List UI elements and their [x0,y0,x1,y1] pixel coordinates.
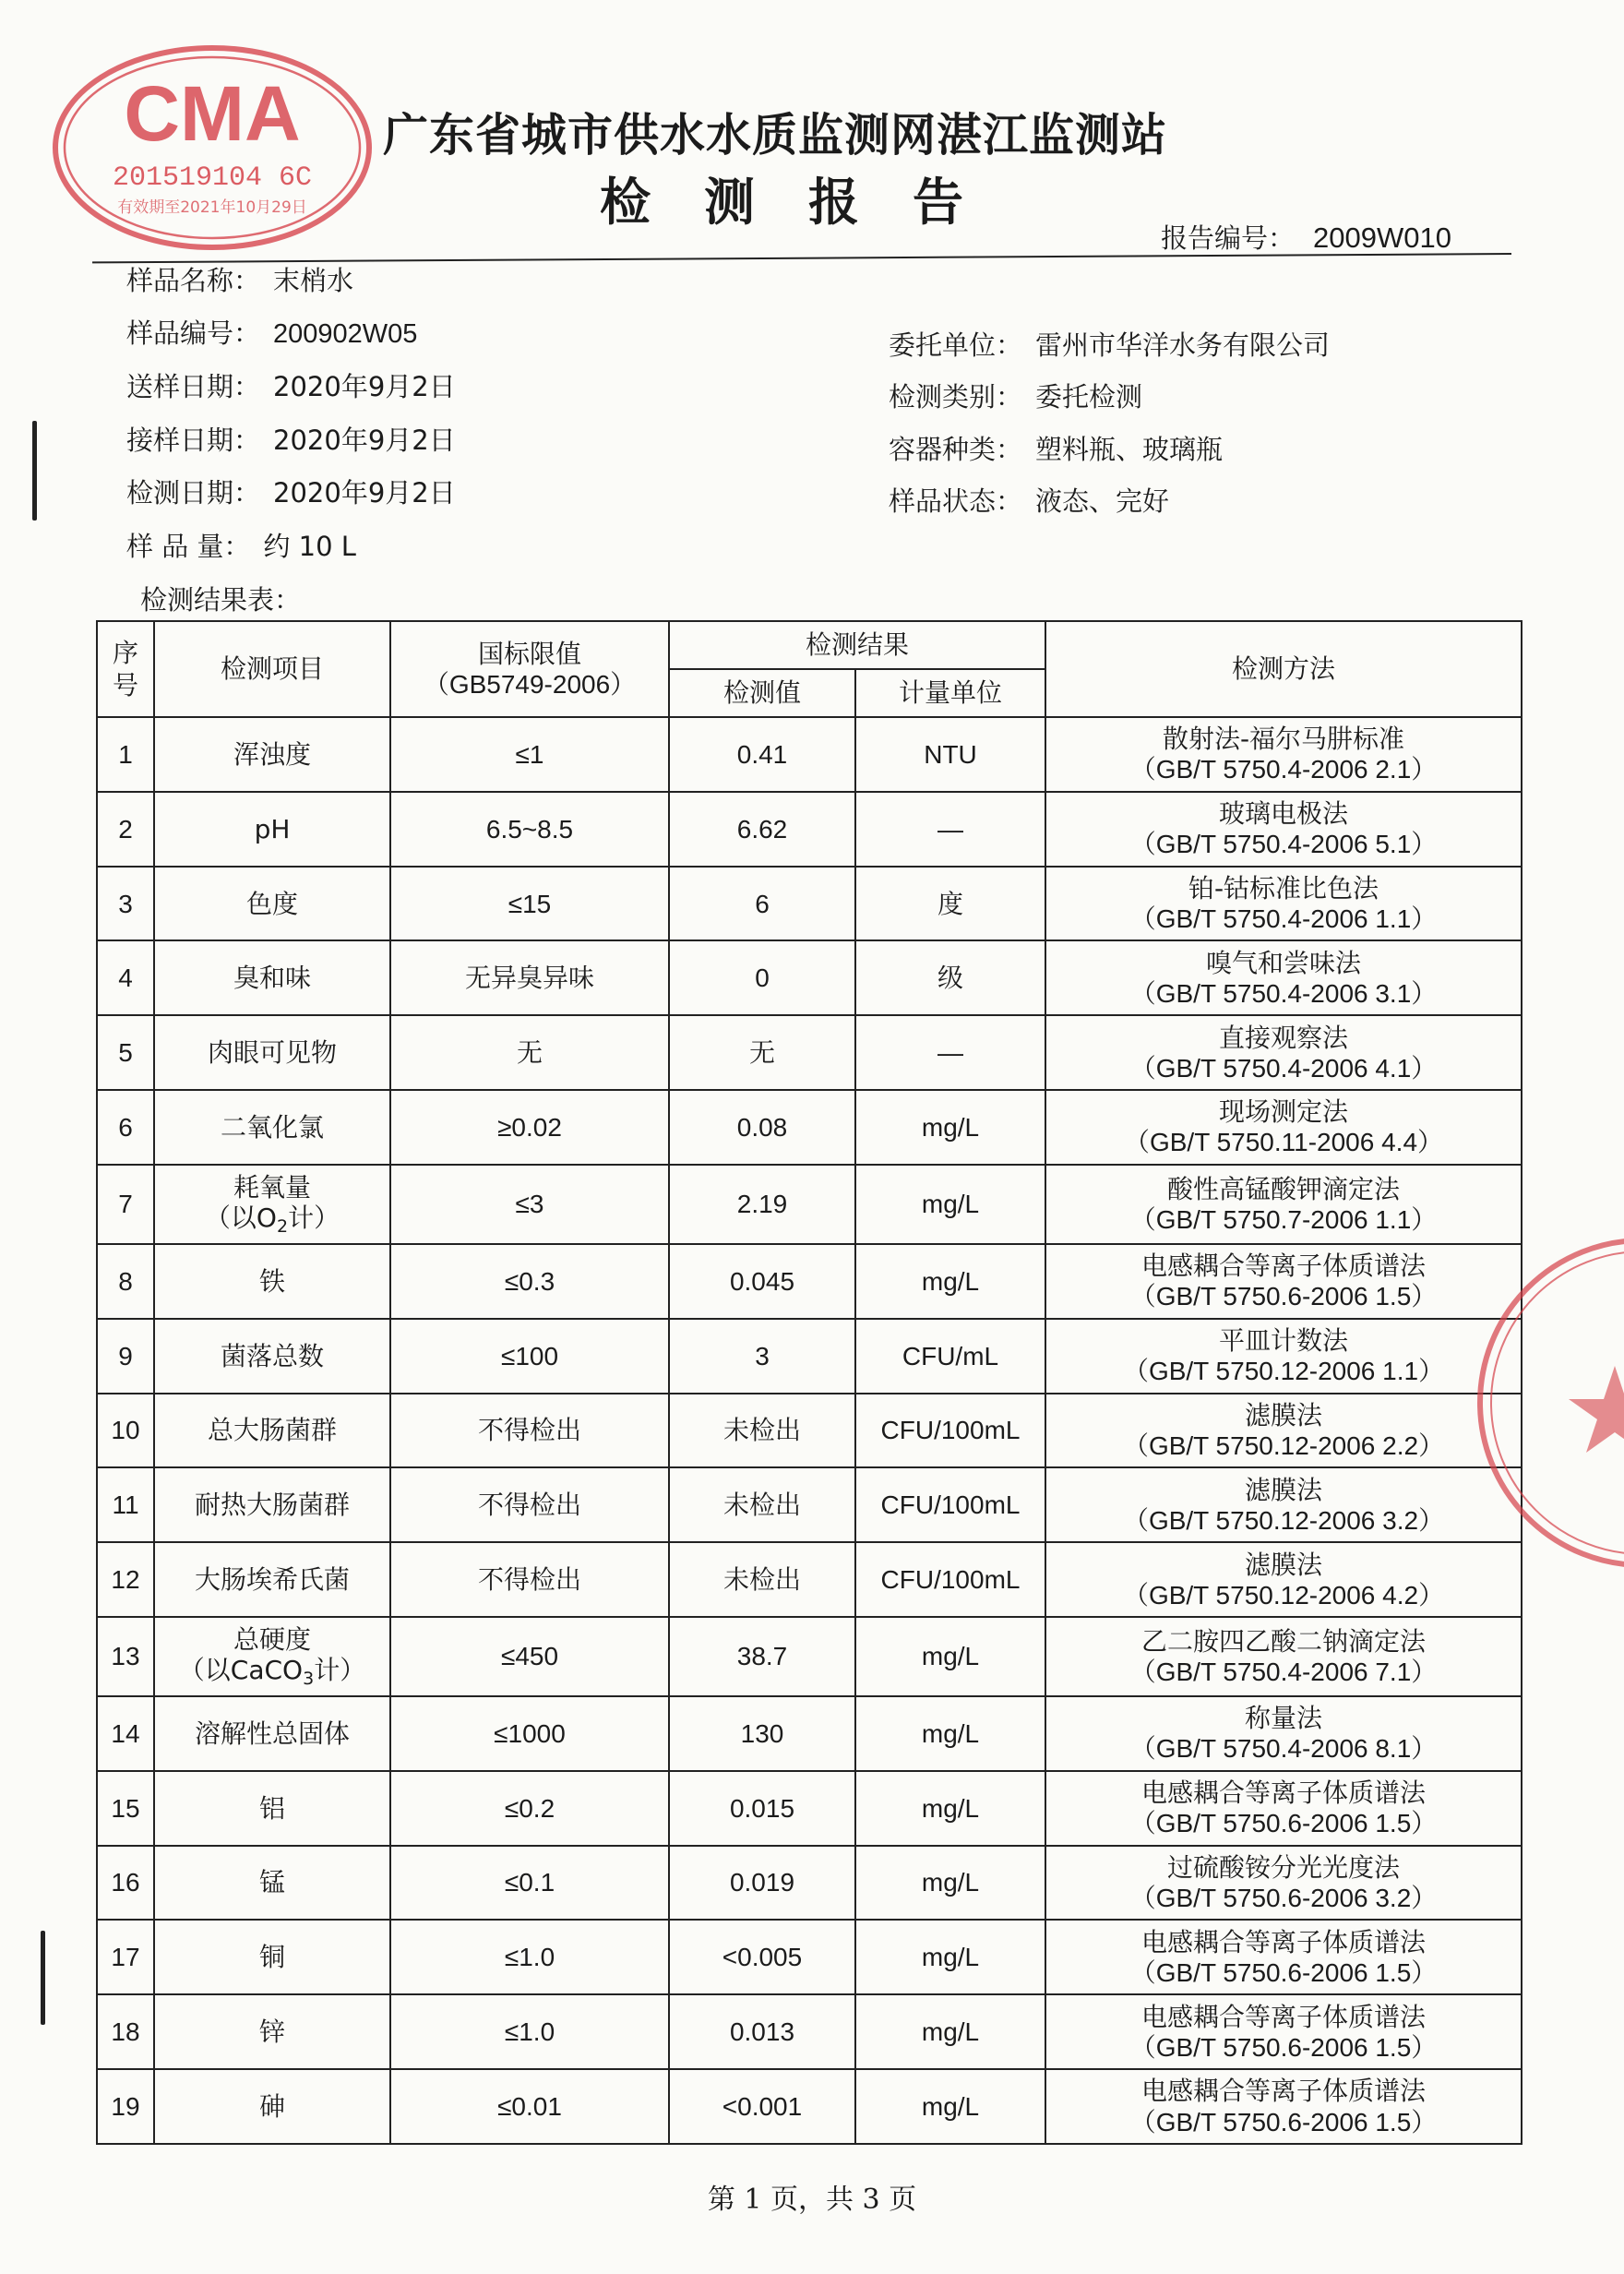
method-name: 滤膜法 [1245,1399,1323,1430]
cell-item [154,1394,390,1468]
field-value: 200902W05 [273,319,418,349]
binding-mark [41,1931,45,2025]
cell-value: 0.045 [669,1244,855,1319]
cell-item [154,1994,390,2069]
method-name: 电感耦合等离子体质谱法 [1141,1926,1427,1957]
field-value: 委托检测 [1035,381,1143,413]
header-unit: 计量单位 [855,669,1045,717]
cell-unit: CFU/100mL [855,1394,1045,1468]
table-row [97,1994,1522,2069]
method-name: 滤膜法 [1245,1474,1323,1505]
method-standard: （GB/T 5750.11-2006 4.4） [1123,1128,1444,1157]
cell-item [154,1165,390,1244]
cell-method [1045,867,1522,941]
cell-item [154,1846,390,1921]
table-row [97,1244,1522,1319]
header-result-group: 检测结果 [669,621,1045,669]
method-standard: （GB/T 5750.4-2006 1.1） [1129,904,1438,934]
cell-item [154,1542,390,1617]
cell-value: 6.62 [669,792,855,867]
field-client [889,325,1330,363]
field-label: 委托单位： [889,329,1023,361]
field-value: 2020年9月2日 [273,477,456,509]
cell-limit: 无 [390,1015,669,1090]
table-row [97,867,1522,941]
cell-method [1045,717,1522,792]
method-name: 电感耦合等离子体质谱法 [1141,1251,1427,1282]
cell-value: 2.19 [669,1165,855,1244]
cell-seq: 16 [97,1846,154,1921]
cma-code: 201519104 6C [112,162,313,194]
cell-unit: — [855,792,1045,867]
cell-method [1045,1617,1522,1696]
cell-unit: CFU/100mL [855,1542,1045,1617]
results-table-header [97,621,1522,717]
cell-unit: mg/L [855,1846,1045,1921]
cell-seq: 13 [97,1617,154,1696]
item-name: 总大肠菌群 [207,1415,337,1446]
item-name: pH [254,813,291,844]
cell-unit: mg/L [855,1090,1045,1165]
method-standard: （GB/T 5750.4-2006 7.1） [1129,1657,1438,1686]
cell-method [1045,1994,1522,2069]
item-name: 大肠埃希氏菌 [194,1564,350,1596]
report-title: 广东省城市供水水质监测网湛江监测站 [383,108,1168,162]
results-table-label: 检测结果表： [140,584,302,616]
results-table [96,620,1522,2145]
cell-value: 0.015 [669,1771,855,1846]
item-name: 铜 [258,1942,285,1973]
cell-seq: 4 [97,940,154,1015]
item-name: 色度 [245,888,298,919]
item-name: 锰 [258,1867,285,1898]
field-value: 液态、完好 [1035,485,1170,517]
cell-seq: 2 [97,792,154,867]
cell-seq: 3 [97,867,154,941]
method-standard: （GB/T 5750.6-2006 1.5） [1129,2032,1438,2062]
item-name: 臭和味 [233,963,311,994]
table-row [97,1394,1522,1468]
item-note-text: （以CaCO [178,1654,304,1685]
cell-method [1045,2069,1522,2144]
cell-limit: ≤1000 [390,1696,669,1771]
cell-limit: ≤100 [390,1319,669,1394]
table-row [97,1846,1522,1921]
table-row [97,940,1522,1015]
cell-method [1045,1696,1522,1771]
method-standard: （GB/T 5750.4-2006 3.1） [1129,978,1438,1008]
cell-seq: 14 [97,1696,154,1771]
header-seq: 序号 [97,621,154,717]
field-receipt-date [126,420,456,458]
item-name: 铝 [258,1792,285,1824]
cell-limit: ≤1 [390,717,669,792]
item-name: 砷 [258,2091,285,2122]
cell-seq: 10 [97,1394,154,1468]
cell-seq: 8 [97,1244,154,1319]
cell-item [154,1771,390,1846]
cell-unit: mg/L [855,1771,1045,1846]
field-value: 塑料瓶、玻璃瓶 [1035,434,1224,465]
cell-unit: 度 [855,867,1045,941]
cell-limit: ≤3 [390,1165,669,1244]
cell-unit: NTU [855,717,1045,792]
cell-limit: ≤0.1 [390,1846,669,1921]
cell-method [1045,792,1522,867]
header-limit-standard: （GB5749-2006） [423,670,637,699]
header-item: 检测项目 [154,621,390,717]
cell-seq: 11 [97,1467,154,1542]
report-subtitle: 检测报告 [600,172,1018,232]
method-name: 酸性高锰酸钾滴定法 [1167,1173,1401,1204]
item-name: 锌 [258,2017,285,2048]
cma-logo-text: CMA [124,70,301,157]
table-row [97,1015,1522,1090]
cell-item [154,1617,390,1696]
cell-limit: ≤0.3 [390,1244,669,1319]
cell-method [1045,1920,1522,1994]
table-row [97,1696,1522,1771]
cell-item [154,1319,390,1394]
header-method: 检测方法 [1045,621,1522,717]
cma-validity: 有效期至2021年10月29日 [117,198,307,217]
cell-value: 未检出 [669,1394,855,1468]
field-test-category [889,377,1142,414]
cell-item [154,1090,390,1165]
item-note-text: （以O [204,1202,277,1233]
cell-limit: ≤0.01 [390,2069,669,2144]
cell-unit: mg/L [855,1920,1045,1994]
cell-limit: 无异臭异味 [390,940,669,1015]
cell-method [1045,1244,1522,1319]
cell-item [154,1920,390,1994]
cell-method [1045,1394,1522,1468]
method-name: 现场测定法 [1219,1096,1349,1128]
cell-unit: mg/L [855,1994,1045,2069]
cell-seq: 6 [97,1090,154,1165]
table-row [97,1165,1522,1244]
cell-limit: 不得检出 [390,1394,669,1468]
cell-value: 无 [669,1015,855,1090]
cell-item [154,2069,390,2144]
field-test-date [126,473,456,510]
cell-value: 38.7 [669,1617,855,1696]
cell-unit: CFU/100mL [855,1467,1045,1542]
cell-unit: mg/L [855,2069,1045,2144]
cell-limit: ≤0.2 [390,1771,669,1846]
cell-unit: mg/L [855,1617,1045,1696]
cell-method [1045,940,1522,1015]
cell-unit: mg/L [855,1165,1045,1244]
cell-value: 0.019 [669,1846,855,1921]
table-row [97,1542,1522,1617]
method-name: 直接观察法 [1219,1022,1349,1053]
cell-seq: 5 [97,1015,154,1090]
cell-seq: 1 [97,717,154,792]
cell-method [1045,1319,1522,1394]
field-sample-state [889,481,1169,519]
cell-limit: ≤1.0 [390,1920,669,1994]
cell-item [154,1467,390,1542]
method-name: 电感耦合等离子体质谱法 [1141,1777,1427,1809]
item-name: 浑浊度 [233,738,311,770]
cell-value: <0.001 [669,2069,855,2144]
table-row [97,1771,1522,1846]
cell-limit: ≤1.0 [390,1994,669,2069]
method-standard: （GB/T 5750.7-2006 1.1） [1129,1204,1438,1234]
item-name: 耐热大肠菌群 [194,1490,350,1521]
cell-limit: ≤15 [390,867,669,941]
field-sample-id [126,313,417,351]
cell-unit: — [855,1015,1045,1090]
field-sample-quantity [126,526,356,564]
cell-seq: 9 [97,1319,154,1394]
table-row [97,1617,1522,1696]
method-standard: （GB/T 5750.6-2006 1.5） [1129,1282,1438,1311]
cell-value: 未检出 [669,1467,855,1542]
cell-unit: CFU/mL [855,1319,1045,1394]
cell-seq: 18 [97,1994,154,2069]
cell-item [154,940,390,1015]
cell-item [154,867,390,941]
cell-method [1045,1467,1522,1542]
cell-value: 未检出 [669,1542,855,1617]
cell-unit: mg/L [855,1696,1045,1771]
method-standard: （GB/T 5750.12-2006 3.2） [1122,1505,1445,1535]
cell-method [1045,1542,1522,1617]
cell-method [1045,1090,1522,1165]
method-standard: （GB/T 5750.6-2006 1.5） [1129,2107,1438,2136]
cell-seq: 7 [97,1165,154,1244]
method-name: 散射法-福尔马肼标准 [1162,724,1405,755]
method-standard: （GB/T 5750.6-2006 1.5） [1129,1809,1438,1838]
cell-limit: ≥0.02 [390,1090,669,1165]
cell-item [154,1696,390,1771]
method-name: 过硫酸铵分光光度法 [1167,1851,1401,1883]
field-value: 雷州市华洋水务有限公司 [1035,329,1331,361]
cell-item [154,717,390,792]
item-note-subscript: 3 [303,1668,315,1689]
binding-mark [32,421,37,521]
item-name: 铁 [258,1265,285,1297]
cell-value: 0.013 [669,1994,855,2069]
field-label: 样品编号： [126,317,261,349]
item-name: 二氧化氯 [220,1111,324,1143]
item-note-text: 计） [314,1654,366,1685]
cell-method [1045,1771,1522,1846]
cell-limit: 不得检出 [390,1467,669,1542]
method-name: 电感耦合等离子体质谱法 [1141,2076,1427,2107]
cell-seq: 12 [97,1542,154,1617]
item-note [159,1203,386,1237]
method-standard: （GB/T 5750.12-2006 4.2） [1122,1580,1445,1610]
field-value: 2020年9月2日 [273,425,456,456]
table-row [97,1319,1522,1394]
page-footer: 第 1 页，共 3 页 [707,2184,917,2216]
method-standard: （GB/T 5750.4-2006 8.1） [1129,1734,1438,1764]
method-name: 称量法 [1245,1703,1323,1734]
method-standard: （GB/T 5750.12-2006 1.1） [1122,1357,1445,1386]
method-name: 嗅气和尝味法 [1206,947,1362,978]
cell-item [154,1244,390,1319]
header-limit [390,621,669,717]
header-limit-title: 国标限值 [477,638,581,669]
header-value: 检测值 [669,669,855,717]
field-label: 样 品 量： [126,531,251,562]
cell-value: <0.005 [669,1920,855,1994]
method-standard: （GB/T 5750.6-2006 1.5） [1129,1957,1438,1987]
cell-seq: 17 [97,1920,154,1994]
method-standard: （GB/T 5750.6-2006 3.2） [1129,1884,1438,1912]
field-label: 样品名称： [126,265,261,296]
cma-stamp [46,37,378,258]
table-row [97,1467,1522,1542]
report-number-label: 报告编号： [1161,222,1296,254]
field-delivery-date [126,366,456,404]
table-row [97,792,1522,867]
field-label: 接样日期： [126,425,261,456]
method-name: 滤膜法 [1245,1549,1323,1580]
field-label: 检测类别： [889,381,1023,413]
cell-value: 3 [669,1319,855,1394]
field-label: 样品状态： [889,485,1023,517]
method-standard: （GB/T 5750.4-2006 2.1） [1129,755,1438,784]
cell-unit: 级 [855,940,1045,1015]
field-value: 2020年9月2日 [273,371,456,402]
field-label: 容器种类： [889,434,1023,465]
field-label: 送样日期： [126,371,261,402]
method-name: 铂-钴标准比色法 [1188,873,1379,904]
field-value: 末梢水 [273,265,354,296]
item-note-subscript: 2 [276,1215,289,1237]
item-name: 总硬度 [233,1623,311,1655]
method-name: 玻璃电极法 [1219,798,1349,830]
cell-limit: ≤450 [390,1617,669,1696]
cell-limit: 6.5~8.5 [390,792,669,867]
cell-method [1045,1015,1522,1090]
field-label: 检测日期： [126,477,261,509]
table-row [97,2069,1522,2144]
cell-item [154,1015,390,1090]
method-standard: （GB/T 5750.4-2006 4.1） [1129,1053,1438,1083]
item-name: 肉眼可见物 [207,1037,337,1069]
method-name: 乙二胺四乙酸二钠滴定法 [1141,1625,1427,1657]
method-name: 电感耦合等离子体质谱法 [1141,2001,1427,2032]
report-number [1161,218,1451,256]
item-name: 溶解性总固体 [194,1717,350,1749]
method-standard: （GB/T 5750.12-2006 2.2） [1122,1430,1445,1460]
cell-value: 130 [669,1696,855,1771]
cell-value: 0.41 [669,717,855,792]
cell-method [1045,1846,1522,1921]
field-sample-name [126,260,353,298]
cell-method [1045,1165,1522,1244]
method-name: 平皿计数法 [1219,1325,1349,1357]
item-note-text: 计） [288,1202,340,1233]
item-note [159,1655,386,1689]
cell-value: 0 [669,940,855,1015]
field-value: 约 10 L [263,531,356,562]
cell-value: 0.08 [669,1090,855,1165]
cell-value: 6 [669,867,855,941]
item-name: 耗氧量 [233,1171,311,1203]
table-row [97,1090,1522,1165]
cell-seq: 19 [97,2069,154,2144]
cell-unit: mg/L [855,1244,1045,1319]
method-standard: （GB/T 5750.4-2006 5.1） [1129,830,1438,859]
cell-item [154,792,390,867]
table-row [97,717,1522,792]
report-number-value: 2009W010 [1313,221,1451,254]
field-container-type [889,429,1223,467]
item-name: 菌落总数 [220,1340,324,1371]
table-row [97,1920,1522,1994]
cell-limit: 不得检出 [390,1542,669,1617]
results-table-body [97,717,1522,2144]
cell-seq: 15 [97,1771,154,1846]
